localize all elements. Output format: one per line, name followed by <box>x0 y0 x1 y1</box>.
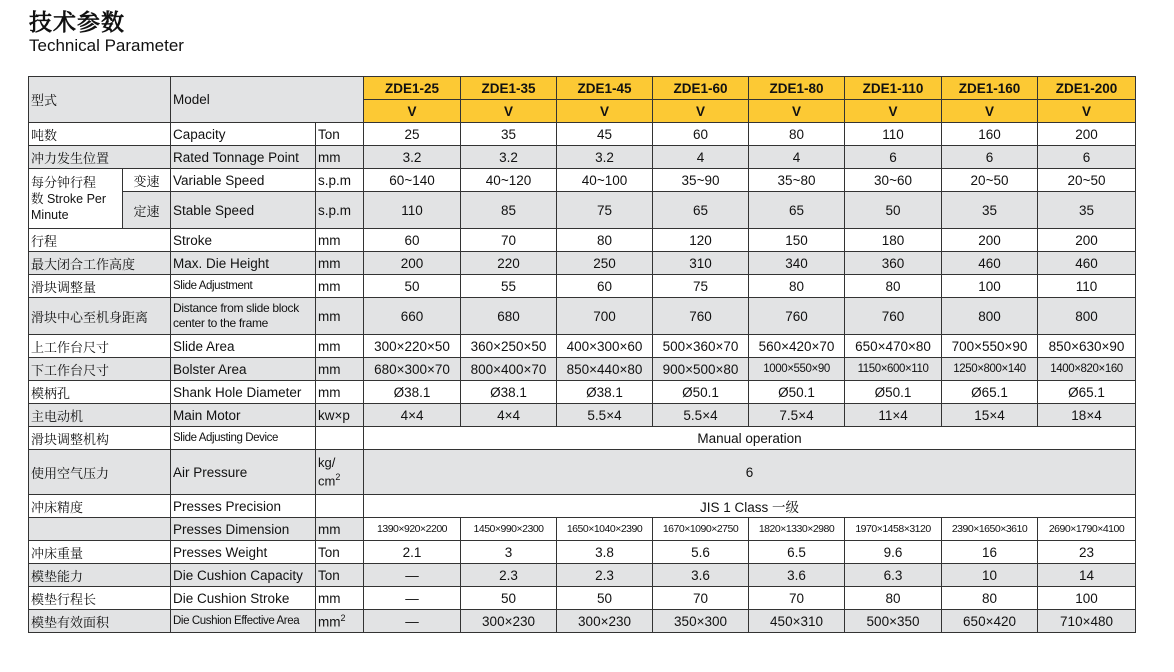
cell-value: 65 <box>749 192 845 229</box>
cell-value: 150 <box>749 229 845 252</box>
cell-value: 500×350 <box>845 610 942 633</box>
row-label-en: Stroke <box>171 229 316 252</box>
row-label-cn: 下工作台尺寸 <box>29 358 171 381</box>
table-row-main-motor <box>29 404 1136 427</box>
cell-value: 800 <box>942 298 1038 335</box>
row-label-en: Bolster Area <box>171 358 316 381</box>
cell-value: 50 <box>845 192 942 229</box>
table-row-precision <box>29 495 1136 518</box>
cell-value: 80 <box>557 229 653 252</box>
table-row-air-pressure <box>29 450 1136 495</box>
row-unit <box>316 427 364 450</box>
cell-value: 250 <box>557 252 653 275</box>
row-label-en: Stable Speed <box>171 192 316 229</box>
row-label-en: Presses Weight <box>171 541 316 564</box>
row-unit: mm <box>316 275 364 298</box>
cell-value: 710×480 <box>1038 610 1136 633</box>
cell-value: 18×4 <box>1038 404 1136 427</box>
row-label-cn: 吨数 <box>29 123 171 146</box>
cell-value: 2.3 <box>461 564 557 587</box>
row-unit: mm <box>316 229 364 252</box>
row-unit: mm <box>316 146 364 169</box>
row-label-en: Distance from slide block center to the frame <box>171 298 316 335</box>
model-name: ZDE1-110 <box>845 77 942 100</box>
cell-value: Ø65.1 <box>1038 381 1136 404</box>
row-label-cn: 模柄孔 <box>29 381 171 404</box>
cell-value: 1820×1330×2980 <box>749 518 845 541</box>
cell-value: Ø38.1 <box>364 381 461 404</box>
cell-value: 70 <box>653 587 749 610</box>
header-model-en: Model <box>171 77 364 123</box>
cell-value: 340 <box>749 252 845 275</box>
cell-value: 4×4 <box>461 404 557 427</box>
cell-value: 100 <box>1038 587 1136 610</box>
cell-value: 2.1 <box>364 541 461 564</box>
header-row-models <box>29 77 1136 100</box>
cell-value: 900×500×80 <box>653 358 749 381</box>
cell-value: 1400×820×160 <box>1038 358 1136 381</box>
row-label-en: Presses Precision <box>171 495 316 518</box>
cell-value: 3.2 <box>557 146 653 169</box>
table-row-slide-device <box>29 427 1136 450</box>
cell-value: 310 <box>653 252 749 275</box>
cell-value: 660 <box>364 298 461 335</box>
cell-value: — <box>364 610 461 633</box>
cell-value: 800×400×70 <box>461 358 557 381</box>
row-label-en: Capacity <box>171 123 316 146</box>
row-label-en: Variable Speed <box>171 169 316 192</box>
cell-value: 25 <box>364 123 461 146</box>
cell-value: Ø38.1 <box>557 381 653 404</box>
cell-value: 200 <box>1038 123 1136 146</box>
cell-value: 7.5×4 <box>749 404 845 427</box>
cell-value: 50 <box>557 587 653 610</box>
row-label-cn: 冲力发生位置 <box>29 146 171 169</box>
cell-value: 50 <box>461 587 557 610</box>
table-row-capacity <box>29 123 1136 146</box>
cell-value: 360×250×50 <box>461 335 557 358</box>
row-unit: mm <box>316 298 364 335</box>
cell-value: 70 <box>749 587 845 610</box>
page-title-cn: 技术参数 <box>29 10 125 36</box>
row-unit <box>316 610 364 633</box>
cell-value: — <box>364 587 461 610</box>
row-label-cn: 冲床重量 <box>29 541 171 564</box>
row-label-en: Die Cushion Effective Area <box>171 610 316 633</box>
cell-value: 35~90 <box>653 169 749 192</box>
model-variant: V <box>1038 100 1136 123</box>
cell-value: 220 <box>461 252 557 275</box>
cell-value: 560×420×70 <box>749 335 845 358</box>
cell-value: 760 <box>653 298 749 335</box>
cell-value: 1450×990×2300 <box>461 518 557 541</box>
row-label-en: Slide Area <box>171 335 316 358</box>
row-label-cn: 主电动机 <box>29 404 171 427</box>
cell-value: 20~50 <box>942 169 1038 192</box>
cell-value: Ø50.1 <box>653 381 749 404</box>
cell-value: 700 <box>557 298 653 335</box>
row-label-en: Air Pressure <box>171 450 316 495</box>
cell-value: 23 <box>1038 541 1136 564</box>
cell-value: 680×300×70 <box>364 358 461 381</box>
row-label-en: Shank Hole Diameter <box>171 381 316 404</box>
row-unit <box>316 495 364 518</box>
cell-value: 40~120 <box>461 169 557 192</box>
row-label-cn: 冲床精度 <box>29 495 171 518</box>
row-unit: mm <box>316 381 364 404</box>
cell-value: 350×300 <box>653 610 749 633</box>
cell-value: — <box>364 564 461 587</box>
model-name: ZDE1-60 <box>653 77 749 100</box>
cell-value: 6.5 <box>749 541 845 564</box>
cell-value: 35 <box>461 123 557 146</box>
cell-value: 35 <box>942 192 1038 229</box>
cell-value: 1670×1090×2750 <box>653 518 749 541</box>
row-label-en: Main Motor <box>171 404 316 427</box>
cell-value-merged: 6 <box>364 450 1136 495</box>
row-label-cn: 行程 <box>29 229 171 252</box>
row-label-cn: 滑块调整机构 <box>29 427 171 450</box>
unit-bottom: cm <box>318 473 336 489</box>
cell-value: 60 <box>653 123 749 146</box>
cell-value: 300×230 <box>461 610 557 633</box>
cell-value: 75 <box>653 275 749 298</box>
cell-value: 500×360×70 <box>653 335 749 358</box>
model-variant: V <box>653 100 749 123</box>
row-label-spm <box>29 169 123 229</box>
cell-value: 760 <box>749 298 845 335</box>
cell-value: 6 <box>942 146 1038 169</box>
model-name: ZDE1-35 <box>461 77 557 100</box>
cell-value: 850×440×80 <box>557 358 653 381</box>
cell-value: 1150×600×110 <box>845 358 942 381</box>
table-row-cushion-stroke <box>29 587 1136 610</box>
table-row-tonnage-point <box>29 146 1136 169</box>
cell-value: 120 <box>653 229 749 252</box>
model-variant: V <box>557 100 653 123</box>
spm-label-cn: 每分钟行程 <box>31 175 97 191</box>
row-label-cn: 滑块调整量 <box>29 275 171 298</box>
table-row-stroke <box>29 229 1136 252</box>
table-row-weight <box>29 541 1136 564</box>
row-unit: mm <box>316 252 364 275</box>
cell-value: 50 <box>364 275 461 298</box>
row-label-cn: 定速 <box>123 192 171 229</box>
cell-value: Ø65.1 <box>942 381 1038 404</box>
unit-base: mm <box>318 614 341 630</box>
spm-label-en: 数 Stroke Per Minute <box>31 191 107 222</box>
cell-value: 6.3 <box>845 564 942 587</box>
cell-value: 160 <box>942 123 1038 146</box>
table-row-cushion-area <box>29 610 1136 633</box>
cell-value: 20~50 <box>1038 169 1136 192</box>
cell-value: 110 <box>1038 275 1136 298</box>
cell-value: 75 <box>557 192 653 229</box>
header-model-cn: 型式 <box>29 77 171 123</box>
row-label-cn: 上工作台尺寸 <box>29 335 171 358</box>
cell-value: 80 <box>845 275 942 298</box>
cell-value: 700×550×90 <box>942 335 1038 358</box>
table-row-slide-area <box>29 335 1136 358</box>
cell-value: 180 <box>845 229 942 252</box>
cell-value: 1250×800×140 <box>942 358 1038 381</box>
table-row-dimension <box>29 518 1136 541</box>
cell-value: 200 <box>1038 229 1136 252</box>
cell-value: 800 <box>1038 298 1136 335</box>
cell-value: 9.6 <box>845 541 942 564</box>
cell-value: 3.6 <box>653 564 749 587</box>
cell-value: 10 <box>942 564 1038 587</box>
cell-value: 460 <box>1038 252 1136 275</box>
model-variant: V <box>461 100 557 123</box>
cell-value: 450×310 <box>749 610 845 633</box>
row-unit: mm <box>316 358 364 381</box>
row-label-cn: 滑块中心至机身距离 <box>29 298 171 335</box>
cell-value: 5.5×4 <box>653 404 749 427</box>
row-label-en: Die Cushion Capacity <box>171 564 316 587</box>
cell-value: 35~80 <box>749 169 845 192</box>
row-unit: mm <box>316 587 364 610</box>
cell-value: 15×4 <box>942 404 1038 427</box>
unit-top: kg/ <box>318 455 336 471</box>
table-row-slide-adjustment <box>29 275 1136 298</box>
row-unit: Ton <box>316 541 364 564</box>
cell-value: 680 <box>461 298 557 335</box>
cell-value: 85 <box>461 192 557 229</box>
cell-value: 45 <box>557 123 653 146</box>
row-unit: Ton <box>316 564 364 587</box>
cell-value: 1390×920×2200 <box>364 518 461 541</box>
model-name: ZDE1-45 <box>557 77 653 100</box>
row-unit: s.p.m <box>316 169 364 192</box>
row-label-en: Max. Die Height <box>171 252 316 275</box>
cell-value: 650×420 <box>942 610 1038 633</box>
model-name: ZDE1-25 <box>364 77 461 100</box>
cell-value: 2690×1790×4100 <box>1038 518 1136 541</box>
row-label-cn: 使用空气压力 <box>29 450 171 495</box>
row-unit: kw×p <box>316 404 364 427</box>
row-label-en: Presses Dimension <box>171 518 316 541</box>
cell-value: 3 <box>461 541 557 564</box>
cell-value: Ø38.1 <box>461 381 557 404</box>
cell-value: 14 <box>1038 564 1136 587</box>
cell-value-merged: JIS 1 Class 一级 <box>364 495 1136 518</box>
table-row-shank-hole <box>29 381 1136 404</box>
model-variant: V <box>942 100 1038 123</box>
model-variant: V <box>749 100 845 123</box>
cell-value: 60~140 <box>364 169 461 192</box>
row-label-cn: 变速 <box>123 169 171 192</box>
cell-value: 200 <box>364 252 461 275</box>
row-label-en: Slide Adjustment <box>171 275 316 298</box>
row-label-cn: 模垫行程长 <box>29 587 171 610</box>
cell-value: 60 <box>557 275 653 298</box>
cell-value: 5.5×4 <box>557 404 653 427</box>
cell-value: 80 <box>845 587 942 610</box>
cell-value: 80 <box>749 123 845 146</box>
row-label-en: Slide Adjusting Device <box>171 427 316 450</box>
cell-value: 55 <box>461 275 557 298</box>
table-row-variable-speed <box>29 169 1136 192</box>
page-title-en: Technical Parameter <box>29 36 184 55</box>
cell-value: 300×230 <box>557 610 653 633</box>
cell-value: 4 <box>653 146 749 169</box>
cell-value: 1650×1040×2390 <box>557 518 653 541</box>
cell-value: 850×630×90 <box>1038 335 1136 358</box>
cell-value: 80 <box>749 275 845 298</box>
cell-value: 30~60 <box>845 169 942 192</box>
cell-value: 6 <box>1038 146 1136 169</box>
cell-value: 1970×1458×3120 <box>845 518 942 541</box>
cell-value: 3.6 <box>749 564 845 587</box>
unit-sup: 2 <box>340 612 346 623</box>
cell-value: 3.8 <box>557 541 653 564</box>
cell-value: 40~100 <box>557 169 653 192</box>
row-unit <box>316 450 364 495</box>
cell-value: 70 <box>461 229 557 252</box>
cell-value: 3.2 <box>364 146 461 169</box>
cell-value: 4×4 <box>364 404 461 427</box>
cell-value: 460 <box>942 252 1038 275</box>
model-variant: V <box>364 100 461 123</box>
cell-value: 5.6 <box>653 541 749 564</box>
row-unit: s.p.m <box>316 192 364 229</box>
row-unit: Ton <box>316 123 364 146</box>
model-name: ZDE1-200 <box>1038 77 1136 100</box>
cell-value: 80 <box>942 587 1038 610</box>
cell-value: 2390×1650×3610 <box>942 518 1038 541</box>
cell-value: 16 <box>942 541 1038 564</box>
table-row-stable-speed <box>29 192 1136 229</box>
cell-value: 11×4 <box>845 404 942 427</box>
row-unit: mm <box>316 335 364 358</box>
row-label-en: Die Cushion Stroke <box>171 587 316 610</box>
cell-value: 110 <box>364 192 461 229</box>
cell-value: 650×470×80 <box>845 335 942 358</box>
cell-value: 1000×550×90 <box>749 358 845 381</box>
cell-value: 200 <box>942 229 1038 252</box>
cell-value: Ø50.1 <box>749 381 845 404</box>
row-label-cn <box>29 518 171 541</box>
technical-parameter-table <box>28 76 1136 633</box>
cell-value: 760 <box>845 298 942 335</box>
cell-value: 65 <box>653 192 749 229</box>
cell-value: 400×300×60 <box>557 335 653 358</box>
cell-value-merged: Manual operation <box>364 427 1136 450</box>
unit-sup: 2 <box>335 472 341 483</box>
cell-value: 360 <box>845 252 942 275</box>
cell-value: Ø50.1 <box>845 381 942 404</box>
row-unit: mm <box>316 518 364 541</box>
table-row-cushion-capacity <box>29 564 1136 587</box>
table-row-slide-center <box>29 298 1136 335</box>
cell-value: 2.3 <box>557 564 653 587</box>
row-label-cn: 模垫能力 <box>29 564 171 587</box>
cell-value: 3.2 <box>461 146 557 169</box>
table-row-die-height <box>29 252 1136 275</box>
model-name: ZDE1-80 <box>749 77 845 100</box>
table-row-bolster-area <box>29 358 1136 381</box>
cell-value: 60 <box>364 229 461 252</box>
row-label-cn: 最大闭合工作高度 <box>29 252 171 275</box>
cell-value: 110 <box>845 123 942 146</box>
cell-value: 35 <box>1038 192 1136 229</box>
cell-value: 4 <box>749 146 845 169</box>
row-label-cn: 模垫有效面积 <box>29 610 171 633</box>
model-name: ZDE1-160 <box>942 77 1038 100</box>
cell-value: 300×220×50 <box>364 335 461 358</box>
model-variant: V <box>845 100 942 123</box>
row-label-en: Rated Tonnage Point <box>171 146 316 169</box>
cell-value: 100 <box>942 275 1038 298</box>
cell-value: 6 <box>845 146 942 169</box>
